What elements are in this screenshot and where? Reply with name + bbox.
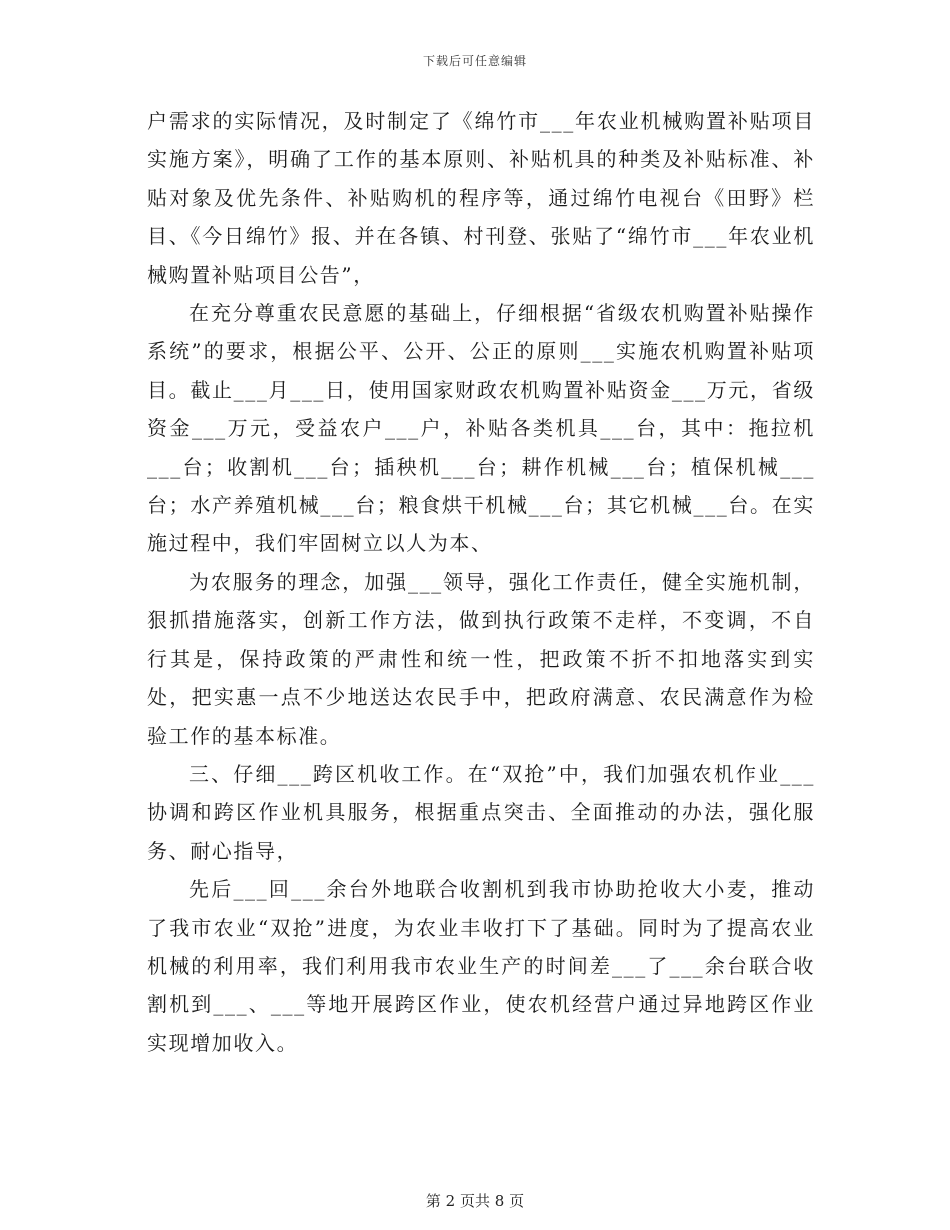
paragraph-5: 先后___回___余台外地联合收割机到我市协助抢收大小麦，推动了我市农业“双抢”进度，为农业丰收打下了基础。同时为了提高农业机械的利用率，我们利用我市农业生产的时间差___了___余台联合收割机到___、___等地开展跨区作业，使农机经营户通过异地跨区作业实现增加收入。 <box>147 877 815 1055</box>
page-footer: 第 2 页共 8 页 <box>425 1192 525 1210</box>
paragraph-4: 三、仔细___跨区机收工作。在“双抢”中，我们加强农机作业___协调和跨区作业机具服务，根据重点突击、全面推动的办法，强化服务、耐心指导， <box>147 761 815 863</box>
paragraph-2: 在充分尊重农民意愿的基础上，仔细根据“省级农机购置补贴操作系统”的要求，根据公平、公开、公正的原则___实施农机购置补贴项目。截止___月___日，使用国家财政农机购置补贴资金___万元，省级资金___万元，受益农户___户，补贴各类机具___台，其中：拖拉机___台；收割机___台；插秧机___台；耕作机械___台；植保机械___台；水产养殖机械___台；粮食烘干机械___台；其它机械___台。在实施过程中，我们牢固树立以人为本、 <box>147 301 815 556</box>
paragraph-3: 为农服务的理念，加强___领导，强化工作责任，健全实施机制，狠抓措施落实，创新工作方法，做到执行政策不走样，不变调，不自行其是，保持政策的严肃性和统一性，把政策不折不扣地落实到实处，把实惠一点不少地送达农民手中，把政府满意、农民满意作为检验工作的基本标准。 <box>147 569 815 748</box>
paragraph-1: 户需求的实际情况，及时制定了《绵竹市___年农业机械购置补贴项目实施方案》，明确了工作的基本原则、补贴机具的种类及补贴标准、补贴对象及优先条件、补贴购机的程序等，通过绵竹电视台《田野》栏目、《今日绵竹》报、并在各镇、村刊登、张贴了“绵竹市___年农业机械购置补贴项目公告”， <box>147 109 815 287</box>
page-header: 下载后可任意编辑 <box>422 54 527 68</box>
document-body <box>147 102 815 1062</box>
